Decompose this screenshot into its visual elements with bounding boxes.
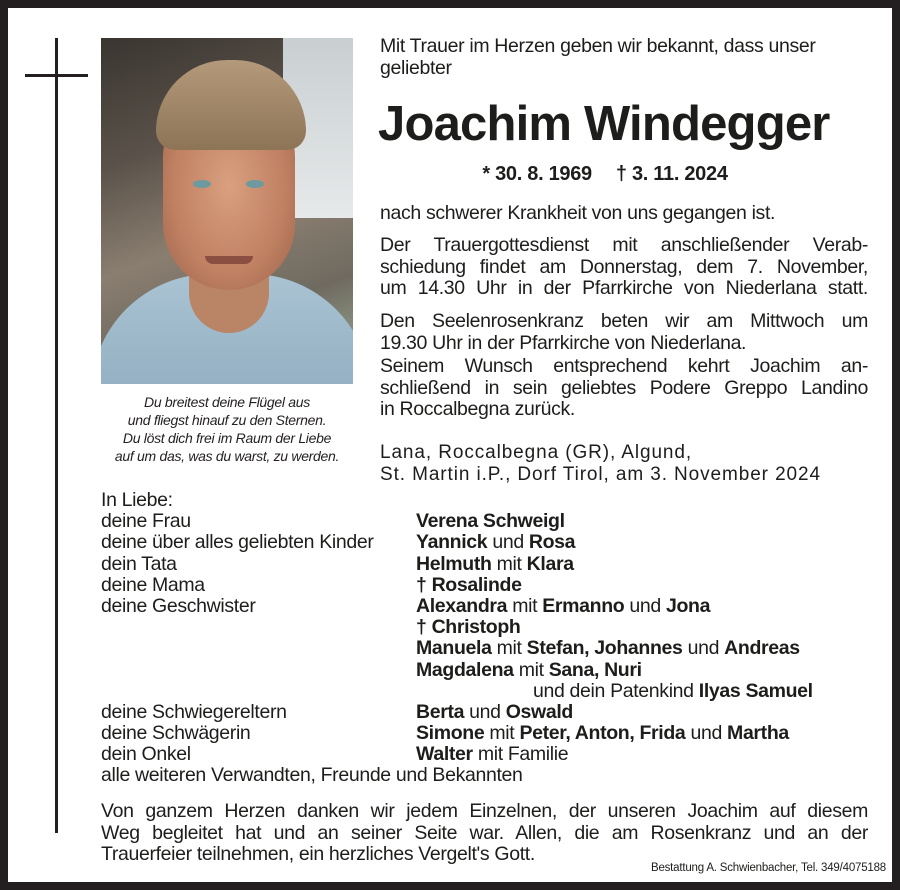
family-row <box>101 532 871 553</box>
connector-text: und <box>464 700 506 723</box>
connector-text: mit <box>491 637 527 660</box>
thanks-line: Weg begleitet hat und an seiner Seite war. Allen, die am Rosenkranz und an der <box>101 821 868 844</box>
relative-names <box>416 702 573 723</box>
family-row <box>101 554 871 575</box>
paragraph-line: Der Trauergottesdienst mit anschließender Verab- <box>380 234 868 256</box>
intro-text <box>380 36 868 79</box>
family-row <box>101 617 871 638</box>
paragraph-line: schließend in sein geliebtes Podere Greppo Landino <box>380 376 868 399</box>
relative-name: Rosa <box>528 531 576 554</box>
paragraph-line: schiedung findet am Donnerstag, dem 7. November, <box>380 255 868 278</box>
birth-date: * 30. 8. 1969 <box>482 163 592 185</box>
connector-text: und dein Patenkind <box>533 679 699 702</box>
thanks-paragraph <box>101 801 868 866</box>
cross-icon-horizontal <box>25 74 88 77</box>
funeral-home-credit: Bestattung A. Schwienbacher, Tel. 349/4075188 <box>650 862 886 874</box>
poem-line: Du löst dich frei im Raum der Liebe <box>122 430 332 446</box>
connector-text: und <box>682 637 725 660</box>
relative-name: Ilyas Samuel <box>698 679 813 702</box>
relation-label: deine über alles geliebten Kinder <box>101 531 374 554</box>
paragraph-line: um 14.30 Uhr in der Pfarrkirche von Niederlana statt. <box>380 277 868 299</box>
relative-name: Oswald <box>505 700 573 723</box>
relative-name: Ermanno <box>542 594 625 617</box>
relative-name: Klara <box>526 552 574 575</box>
relative-name: Berta <box>416 700 465 723</box>
relative-name: Peter, Anton, Frida <box>519 722 686 745</box>
family-row <box>101 681 871 702</box>
relative-names <box>416 532 575 553</box>
relative-names <box>416 554 574 575</box>
connector-text: mit <box>507 594 543 617</box>
intro-line: geliebter <box>380 56 452 79</box>
connector-text: und <box>487 531 529 554</box>
funeral-service-paragraph <box>380 235 868 300</box>
connector-text: und <box>685 722 728 745</box>
relative-names <box>416 511 565 532</box>
relative-name: Walter <box>416 743 473 766</box>
death-date: † 3. 11. 2024 <box>615 163 728 185</box>
place-line: Lana, Roccalbegna (GR), Algund, <box>380 442 693 463</box>
poem-line: auf um das, was du warst, zu werden. <box>114 448 340 464</box>
wish-paragraph <box>380 356 868 421</box>
family-row <box>101 575 871 596</box>
relation-label: deine Schwägerin <box>101 722 251 745</box>
relative-name: Stefan, Johannes <box>526 637 683 660</box>
portrait-photo <box>101 38 353 384</box>
cross-icon-vertical <box>55 38 58 833</box>
relative-name: Manuela <box>416 637 492 660</box>
family-row <box>101 765 871 786</box>
relative-names <box>416 596 710 617</box>
relation-label: deine Geschwister <box>101 594 256 617</box>
relative-names <box>416 744 568 765</box>
relative-name: Alexandra <box>416 594 508 617</box>
relative-name: Jona <box>665 594 711 617</box>
relative-names <box>416 617 521 638</box>
passed-line: nach schwerer Krankheit von uns gegangen ist. <box>380 202 776 224</box>
poem-line: und fliegst hinauf zu den Sternen. <box>127 412 327 428</box>
relative-names <box>416 723 789 744</box>
relative-name: Magdalena <box>416 658 514 681</box>
paragraph-line: 19.30 Uhr in der Pfarrkirche von Niederlana. <box>380 331 747 354</box>
relation-label: deine Schwiegereltern <box>101 700 287 723</box>
relation-label: deine Frau <box>101 510 191 533</box>
relative-name: Helmuth <box>416 552 492 575</box>
relative-name: Andreas <box>724 637 800 660</box>
relation-label: dein Tata <box>101 552 177 575</box>
connector-text: mit <box>513 658 549 681</box>
thanks-line: Trauerfeier teilnehmen, ein herzliches Vergelt's Gott. <box>101 843 535 865</box>
thanks-line: Von ganzem Herzen danken wir jedem Einzelnen, der unseren Joachim auf diesem <box>101 800 868 822</box>
place-line: St. Martin i.P., Dorf Tirol, am 3. November 2024 <box>380 463 821 485</box>
paragraph-line: in Roccalbegna zurück. <box>380 398 575 420</box>
family-row <box>101 723 871 744</box>
relation-label: alle weiteren Verwandten, Freunde und Bekannten <box>101 764 523 787</box>
relative-name: Yannick <box>416 531 488 554</box>
relative-name: Martha <box>727 722 789 745</box>
relative-names <box>416 638 800 659</box>
relative-name: Sana, Nuri <box>548 658 642 681</box>
relative-name: † Christoph <box>416 616 521 639</box>
family-row <box>101 596 871 617</box>
paragraph-line: Seinem Wunsch entsprechend kehrt Joachim an- <box>380 355 868 377</box>
life-dates <box>380 163 830 186</box>
paragraph-line: Den Seelenrosenkranz beten wir am Mittwoch um <box>380 310 868 332</box>
family-row <box>101 744 871 765</box>
family-row <box>101 660 871 681</box>
relative-name: † Rosalinde <box>416 573 522 596</box>
connector-text: und <box>624 594 666 617</box>
family-row <box>101 638 871 659</box>
poem-line: Du breitest deine Flügel aus <box>144 394 310 410</box>
passed-text <box>380 203 868 225</box>
deceased-name: Joachim Windegger <box>378 97 830 151</box>
relation-label: deine Mama <box>101 573 205 596</box>
family-row <box>101 702 871 723</box>
relative-names <box>416 660 642 681</box>
connector-text: mit <box>491 552 527 575</box>
connector-text: mit <box>484 722 520 745</box>
intro-line: Mit Trauer im Herzen geben wir bekannt, dass unser <box>380 35 816 57</box>
relative-names <box>533 681 813 702</box>
place-and-date <box>380 442 821 485</box>
poem-caption <box>101 393 353 465</box>
rosary-paragraph <box>380 311 868 354</box>
relative-name: Simone <box>416 722 485 745</box>
relation-label: dein Onkel <box>101 743 191 766</box>
family-row <box>101 511 871 532</box>
family-heading: In Liebe: <box>101 489 173 511</box>
relative-names <box>416 575 522 596</box>
connector-text: mit Familie <box>472 743 569 766</box>
family-list <box>101 490 871 787</box>
relative-name: Verena Schweigl <box>416 510 565 533</box>
